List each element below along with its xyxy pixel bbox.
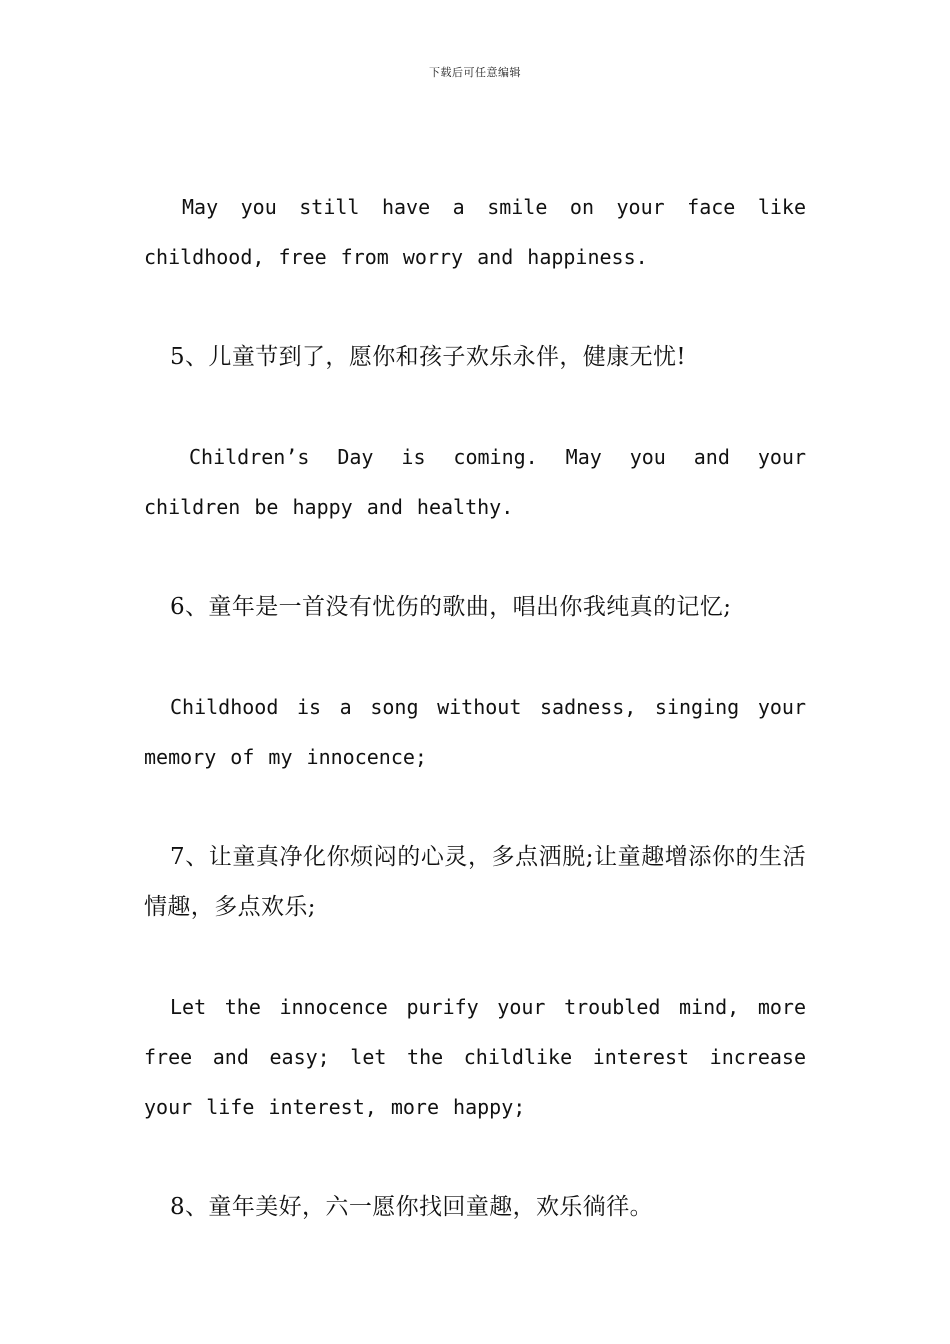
paragraph-gap <box>144 932 806 982</box>
paragraph-english-5: Children’s Day is coming. May you and your children be happy and healthy. <box>144 445 806 519</box>
paragraph-gap <box>144 632 806 682</box>
paragraph-chinese-8: 8、童年美好，六一愿你找回童趣，欢乐徜徉。 <box>170 1194 654 1220</box>
document-body <box>144 182 806 1232</box>
paragraph-chinese-6: 6、童年是一首没有忧伤的歌曲，唱出你我纯真的记忆; <box>170 594 732 620</box>
paragraph-chinese-7: 7、让童真净化你烦闷的心灵，多点洒脱;让童趣增添你的生活情趣，多点欢乐; <box>144 844 806 920</box>
paragraph-english-7: Let the innocence purify your troubled mind, more free and easy; let the childlike interest increase your life interest, more happy; <box>144 995 806 1119</box>
paragraph-gap <box>144 782 806 832</box>
paragraph-gap <box>144 282 806 332</box>
paragraph-gap <box>144 1132 806 1182</box>
paragraph-chinese-5: 5、儿童节到了，愿你和孩子欢乐永伴，健康无忧! <box>170 344 687 370</box>
page-header: 下载后可任意编辑 <box>429 66 521 79</box>
paragraph-english-6: Childhood is a song without sadness, singing your memory of my innocence; <box>144 695 806 769</box>
paragraph-gap <box>144 382 806 432</box>
paragraph-gap <box>144 532 806 582</box>
paragraph-english-4: May you still have a smile on your face like childhood, free from worry and happiness. <box>144 195 806 269</box>
